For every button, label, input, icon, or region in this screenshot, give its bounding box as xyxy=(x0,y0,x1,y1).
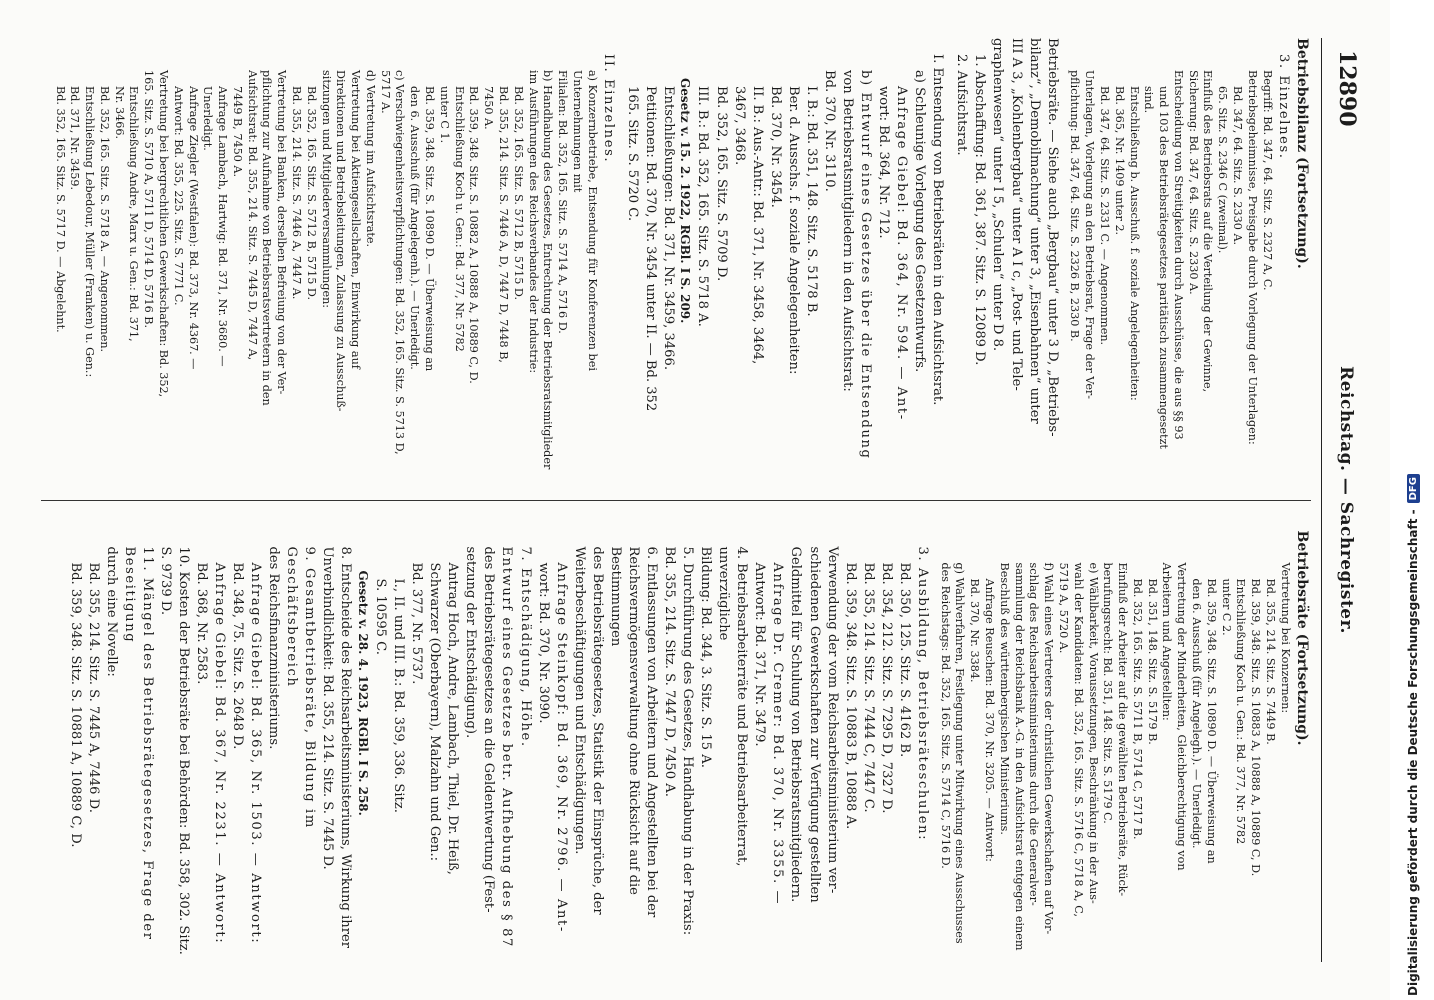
index-entry-line: 6. Entlassungen von Arbeitern und Angestellten bei der xyxy=(644,546,659,918)
index-entry-line: 165. Sitz. S. 5720 C. xyxy=(624,86,640,221)
index-entry-line: Betriebsgeheimnisse, Preisgabe durch Vorlegung der Unterlagen: xyxy=(1245,70,1259,445)
index-entry-line: Schwarzer (Oberbayern), Malzahn und Gen.: xyxy=(427,562,443,862)
index-entry-line: Vertretung bei Banken, derselben Befreiung von der Ver- xyxy=(275,70,289,395)
index-entry-line: Bd. 348, 75. Sitz. S. 2648 D. xyxy=(230,562,246,750)
index-entry-line: Vertretung der Minderheiten, Gleichberechtigung von xyxy=(1175,562,1189,871)
index-entry-line: sammlung der Reichsbank A.-G. in den Aufsichtsrat entgegen einem xyxy=(1012,562,1026,951)
index-entry-line: 2. Aufsichtsrat. xyxy=(954,54,970,156)
index-entry-line: Bd. 377, Nr. 5737. xyxy=(409,562,425,685)
index-entry-line: Unverbindlichkeit: Bd. 355, 214. Sitz. S. 7445 D. xyxy=(320,546,336,870)
index-entry-line: Geldmittel für Schulung von Betriebsratsmitgliedern. xyxy=(788,546,804,903)
index-entry-line: e) Wählbarkeit, Voraussetzungen, Beschränkung in der Aus- xyxy=(1086,562,1100,904)
index-entry-line: g) Wahlverfahren, Festlegung unter Mitwirkung eines Ausschusses xyxy=(953,562,967,944)
index-entry-line: Filialen: Bd. 352, 165. Sitz. S. 5714 A, 5716 D. xyxy=(556,70,570,334)
index-entry-line: Bd. 371, Nr. 3459. xyxy=(68,86,82,191)
index-entry-line: Anfrage Steinkopf: Bd. 369, Nr. 2796. — Ant- xyxy=(553,562,569,933)
index-entry-line: Bd. 365, Nr. 1409 unter 2. xyxy=(1112,86,1126,236)
running-title: Reichstag. — Sachregister. xyxy=(1336,366,1356,634)
columns xyxy=(41,38,1311,962)
column-heading: Betriebsbilanz (Fortsetzung). xyxy=(1294,38,1310,269)
index-entry-line: b) Handhabung des Gesetzes, Entrechtung der Betriebsratsmitglieder xyxy=(541,70,555,470)
index-entry-line: Anfrage Lambach, Hartwig: Bd. 371, Nr. 3680. — xyxy=(216,86,230,367)
index-entry-line: 9. Gesamtbetriebsräte, Bildung im Geschäftsbereich xyxy=(284,546,318,829)
index-entry-line: I. B.: Bd. 351, 148. Sitz. S. 5178 B. xyxy=(803,86,819,317)
index-entry-line: Einfluß des Betriebsrats auf die Verteilung der Gewinne, xyxy=(1201,70,1215,393)
index-entry-line: unter C 1. xyxy=(437,86,451,144)
index-entry-line: Bildung: Bd. 344, 3. Sitz. S. 15 A. xyxy=(698,546,714,768)
index-entry-line: f) Wahl eines Vertreters der christlichen Gewerkschaften auf Vor- xyxy=(1042,562,1056,935)
index-entry-line: graphenwesen“ unter I 5, „Schulen“ unter D 8. xyxy=(990,38,1006,352)
index-entry-line: und 103 des Betriebsrätegesetzes paritätisch zusammengesetzt sind. xyxy=(1142,86,1171,449)
index-entry-line: Bd. 359, 348. Sitz. S. 10881 A, 10889 C, D. xyxy=(67,562,83,848)
index-entry-line: Aufsichtsrat: Bd. 355, 214. Sitz. S. 7445 D, 7447 A, xyxy=(245,70,259,361)
index-entry-line: Reichsvermögensverwaltung ohne Rücksicht auf die Bestimmungen xyxy=(607,546,641,895)
index-entry-line: III. B.: Bd. 352, 165. Sitz. S. 5718 A. xyxy=(695,86,711,327)
index-entry-line: Bd. 359, 348. Sitz. S. 10883 A, 10888 A, 10889 C, D. xyxy=(1249,578,1263,877)
index-entry-line: wort: Bd. 364, Nr. 712. xyxy=(876,86,892,239)
index-entry-line: d) Vertretung im Aufsichtsrate. xyxy=(363,70,377,248)
index-entry-line: Antrag Hoch, Andre, Lambach, Thiel, Dr. Heiß, xyxy=(445,562,461,875)
index-entry-line: 3467, 3468. xyxy=(731,86,747,166)
index-entry-line: S. 9739 D. xyxy=(157,546,173,616)
index-entry-line: Bd. 355, 214. Sitz. S. 7444 C, 7447 C. xyxy=(860,562,876,813)
index-entry-line: 7449 B, 7450 A. xyxy=(230,86,244,178)
index-entry-line: a) Schleunige Vorlegung des Gesetzentwurfs. xyxy=(912,70,928,373)
index-entry-line: 165. Sitz. S. 5710 A, 5711 D, 5714 D, 5716 B. xyxy=(142,70,156,329)
index-entry-line: 10. Kosten der Betriebsräte bei Behörden: Bd. 358, 302. Sitz. xyxy=(175,546,191,955)
index-entry-line: sitzungen und Mitgliederversammlungen: xyxy=(319,70,333,309)
index-entry-line: II. B.: Aus.-Antr.: Bd. 371, Nr. 3458, 3464, xyxy=(749,86,765,365)
index-entry-line: Bd. 370, Nr. 3454. xyxy=(767,86,783,208)
index-entry-line: Unterlagen, Vorlegung an den Betriebsrat, Frage der Ver- xyxy=(1083,70,1097,400)
index-entry-line: Gesetz v. 28. 4. 1923, RGBl. I S. 258. xyxy=(356,570,370,816)
index-entry-line: Vertretung bei Aktiengesellschaften, Einwirkung auf xyxy=(349,70,363,369)
page-header xyxy=(1321,38,1362,962)
index-entry-line: Bd. 355, 214. Sitz. S. 7445 A, 7446 D. xyxy=(85,562,101,813)
index-entry-line: Bd. 355, 214. Sitz. S. 7449 B. xyxy=(1263,578,1277,745)
index-entry-line: unter C 2. xyxy=(1219,578,1233,636)
index-entry-line: Beschluß des württembergischen Ministeriums. xyxy=(997,562,1011,835)
index-entry-line: Bd. 350, 125. Sitz. S. 4162 B. xyxy=(896,562,912,758)
index-entry-line: Bd. 355, 214. Sitz. S. 7446 A, 7447 A. xyxy=(290,86,304,300)
index-entry-line: 7. Entschädigung, Höhe. xyxy=(517,546,533,748)
index-entry-line: Gesetz v. 15. 2. 1922, RGBl. I S. 209. xyxy=(678,78,693,324)
index-entry-line: Bd. 352, 165. Sitz. S. 5711 B, 5714 C, 5717 B. xyxy=(1130,578,1144,840)
index-entry-line: Anfrage Giebel: Bd. 365, Nr. 1503. — Antwort: xyxy=(248,562,264,945)
index-entry-line: Antwort: Bd. 371, Nr. 3479. xyxy=(752,562,768,747)
index-entry-line: III A 3, „Kohlenbergbau“ unter A I c, „Post- und Tele- xyxy=(1008,38,1024,391)
index-entry-line: 11. Mängel des Betriebsrätegesetzes, Frage der Beseitigung xyxy=(121,546,155,941)
index-entry-line: Anfrage Giebel: Bd. 367, Nr. 2231. — Antwort: xyxy=(212,562,228,945)
index-entry-line: pflichtung zur Aufnahme von Betriebsratsvertretern in den xyxy=(260,70,274,406)
index-entry-line: b) Entwurf eines Gesetzes über die Entsendung xyxy=(858,70,874,460)
index-entry-line: Verwendung der vom Reichsarbeitsministerium ver- xyxy=(824,546,840,894)
index-entry-line: 3. Ausbildung, Betriebsräteschulen: xyxy=(914,546,930,842)
left-column xyxy=(41,38,1311,470)
column-divider xyxy=(41,500,1311,501)
index-entry-line: durch eine Novelle: xyxy=(103,546,119,677)
index-entry-line: des Reichstags: Bd. 352, 165. Sitz. S. 5714 C, 5716 D. xyxy=(938,562,952,869)
index-entry-line: 5. Durchführung des Gesetzes, Handhabung in der Praxis: xyxy=(680,546,696,936)
index-entry-line: c) Verschwiegenheitsverpflichtungen: Bd. 352, 165. Sitz. S. 5713 D, xyxy=(393,70,407,455)
index-entry-line: setzung der Entschädigung). xyxy=(463,546,479,739)
index-entry-line: Unerledigt. xyxy=(201,86,215,151)
index-entry-line: Bd. 352, 165. Sitz. S. 5712 B, 5715 D. xyxy=(304,86,318,301)
index-entry-line: Einfluß der Arbeiter auf die gewählten Betriebsräte, Rück- xyxy=(1116,562,1130,897)
index-entry-line: Anfrage Giebel: Bd. 364, Nr. 594. — Ant- xyxy=(894,86,910,421)
index-entry-line: Bd. 355, 214. Sitz. S. 7446 A, D, 7447 D, 7448 B, xyxy=(496,86,510,363)
index-entry-line: I., II. und III. B.: Bd. 359, 336. Sitz. xyxy=(391,578,407,813)
index-entry-line: Anfrage Dr. Cremer: Bd. 370, Nr. 3355. — xyxy=(770,562,786,906)
index-entry-line: Bd. 359, 348. Sitz. S. 10883 B, 10888 A. xyxy=(842,562,858,830)
index-entry-line: Bd. 359, 348. Sitz. S. 10890 D. — Überweisung an xyxy=(1204,578,1218,864)
index-entry-line: den 6. Ausschuß (für Angelegenh.). — Unerledigt. xyxy=(408,86,422,370)
digitization-note xyxy=(1398,0,1428,996)
index-entry-line: Bd. 352, 165. Sitz. S. 5709 D. xyxy=(713,86,729,282)
index-entry-line: des Reichsfinanzministeriums. xyxy=(266,546,282,750)
index-entry-line: Entscheidung von Streitigkeiten durch Ausschüsse, die aus §§ 93 xyxy=(1171,70,1185,440)
index-entry-line: den 6. Ausschuß (für Angelegh.). — Unerledigt. xyxy=(1190,578,1203,849)
index-entry-line: Ber. d. Ausschs. f. soziale Angelegenheiten: xyxy=(785,86,801,375)
index-entry-line: Direktionen und Betriebsleitungen, Zulassung zu Ausschuß- xyxy=(334,70,348,412)
index-entry-line: Bd. 359, 348. Sitz. S. 10882 A, 10888 A, 10889 C, D. xyxy=(467,86,481,384)
index-entry-line: Nr. 3466. xyxy=(112,86,126,140)
index-entry-line: 7450 A. xyxy=(482,86,496,130)
index-entry-line: Anfrage Reuschen: Bd. 370, Nr. 3205. — Antwort: xyxy=(983,578,997,862)
index-entry-line: Bd. 352, 165. Sitz. S. 5717 D. — Abgelehnt. xyxy=(53,86,67,333)
index-entry-line: I. Entsendung von Betriebsräten in den Aufsichtsrat. xyxy=(930,54,946,406)
index-entry-line: Sicherung: Bd. 347, 64. Sitz. S. 2330 A. xyxy=(1186,70,1200,295)
index-entry-line: Arbeitern und Angestellten: xyxy=(1160,562,1174,721)
index-entry-line: Bd. 351, 148. Sitz. S. 5179 B. xyxy=(1145,578,1159,745)
index-entry-line: von Betriebsratsmitgliedern in den Aufsichtsrat: xyxy=(840,70,855,392)
index-entry-line: Begriff: Bd. 347, 64. Sitz. S. 2327 A, C. xyxy=(1260,70,1274,291)
index-entry-line: Bd. 355, 214. Sitz. S. 7447 D, 7450 A. xyxy=(662,546,678,797)
index-entry-line: wort: Bd. 370, Nr. 3090. xyxy=(535,562,551,724)
index-entry-line: Petitionen: Bd. 370, Nr. 3454 unter II. — Bd. 352 xyxy=(642,86,658,412)
index-entry-line: 65. Sitz. S. 2346 C (zweimal). xyxy=(1216,86,1230,254)
right-column xyxy=(41,531,1311,963)
index-entry-line: Antwort: Bd. 355, 225. Sitz. S. 7771 C. xyxy=(171,86,185,306)
index-entry-line: Vertretung bei bergrechtlichen Gewerkschaften: Bd. 352, xyxy=(156,70,170,398)
index-entry-line: 1. Abschaffung: Bd. 361, 387. Sitz. S. 12089 D. xyxy=(972,54,988,366)
index-entry-line: 8. Entscheide des Reichsarbeitsministeriums, Wirkung ihrer xyxy=(338,546,354,948)
index-entry-line: Entschließung Lebedour, Müller (Franken) u. Gen.: xyxy=(83,86,97,378)
index-entry-line: Bd. 352, 165. Sitz. S. 5718 A. — Angenommen. xyxy=(97,86,111,353)
index-entry-line: a) Konzernbetriebe, Entsendung für Konferenzen bei Unternehmungen mit xyxy=(570,70,599,371)
index-entry-line: schiedenen Gewerkschaften zur Verfügung gestellten xyxy=(806,546,822,903)
page-number: 12890 xyxy=(1334,50,1360,127)
index-entry-line: 5719 A, 5720 A. xyxy=(1056,562,1070,654)
index-entry-line: wahl der Kandidaten: Bd. 352, 165. Sitz. S. 5716 C, 5718 A, C, xyxy=(1071,562,1085,918)
index-entry-line: Entschließung Koch u. Gen.: Bd. 377, Nr. 5782 xyxy=(1234,578,1248,845)
index-entry-line: im Ausführungen des Reichsverbandes der Industrie: xyxy=(526,70,540,374)
index-entry-line: Bd. 354, 212. Sitz. S. 7295 D, 7327 D. xyxy=(878,562,894,814)
index-entry-line: Entschließung Koch u. Gen.: Bd. 377, Nr. 5782 xyxy=(452,86,466,352)
index-entry-line: Vertretung bei Konzernen: xyxy=(1278,562,1292,714)
index-entry-line: pflichtung: Bd. 347, 64. Sitz. S. 2326 B, 2330 B. xyxy=(1068,70,1082,342)
digitization-note-text: Digitalisierung gefördert durch die Deutsche Forschungsgemeinschaft - xyxy=(1406,509,1420,996)
index-entry-line: bilanz“, „Demobilmachung“ unter 3, „Eisenbahnen“ unter xyxy=(1026,38,1042,424)
index-entry-line: 4. Betriebsarbeiterräte und Betriebsarbeiterrat, unverzügliche xyxy=(716,546,750,867)
index-entry-line: Bd. 359, 348. Sitz. S. 10890 D. — Überweisung an xyxy=(423,86,437,372)
index-entry-line: 5717 A. xyxy=(378,70,392,114)
index-entry-line: des Betriebsrätegesetzes, Statistik der Einsprüche, der xyxy=(589,546,605,915)
index-entry-line: Weiterbeschäftigungen und Entschädigungen. xyxy=(571,546,587,855)
index-entry-line: Bd. 370, Nr. 3384. xyxy=(968,578,982,683)
index-entry-line xyxy=(1061,38,1067,470)
index-entry-line: S. 10595 C. xyxy=(373,578,389,655)
index-entry-line: 3. Einzelnes. xyxy=(1275,54,1291,160)
index-entry-line xyxy=(617,38,623,470)
index-entry-line: Betriebsräte. — Siehe auch „Bergbau“ unter 3 D, „Betriebs- xyxy=(1044,38,1060,437)
column-heading: Betriebsräte (Fortsetzung). xyxy=(1294,530,1310,746)
dfg-logo-icon: DFG xyxy=(1407,474,1420,503)
index-entry-line: Entschließungen: Bd. 371, Nr. 3459, 3466. xyxy=(660,86,676,370)
index-entry-line: berufungsrecht: Bd. 351, 148. Sitz. S. 5179 C. xyxy=(1101,562,1115,824)
index-entry-line: Entschließung Andre, Marx u. Gen.: Bd. 371, xyxy=(127,86,141,342)
index-entry-line: Bd. 370, Nr. 3110. xyxy=(821,70,837,192)
index-entry-line: schlag des Reichsarbeitsministeriums durch die Generalver- xyxy=(1027,562,1041,906)
index-entry-line: Entwurf eines Gesetzes betr. Aufhebung des § 87 xyxy=(499,546,515,948)
index-entry-line: des Betriebsrätegesetzes an die Geldentwertung (Fest- xyxy=(481,546,497,913)
index-entry-line: Bd. 347, 64. Sitz. S. 2331 C. — Angenommen. xyxy=(1098,86,1112,346)
index-entry-line: Bd. 347, 64. Sitz. S. 2330 A. xyxy=(1231,86,1245,246)
index-entry-line: Entschließung b. Ausschuß. f. soziale Angelegenheiten: xyxy=(1127,86,1141,401)
index-entry-line: Bd. 368, Nr. 2583. xyxy=(193,562,209,685)
index-entry-line: Bd. 352, 165. Sitz. S. 5712 B, 5715 D. xyxy=(511,86,525,301)
index-entry-line: Anfrage Ziegler (Westfalen): Bd. 373, Nr. 4367. — xyxy=(186,86,200,370)
index-entry-line: II. Einzelnes. xyxy=(600,54,616,164)
